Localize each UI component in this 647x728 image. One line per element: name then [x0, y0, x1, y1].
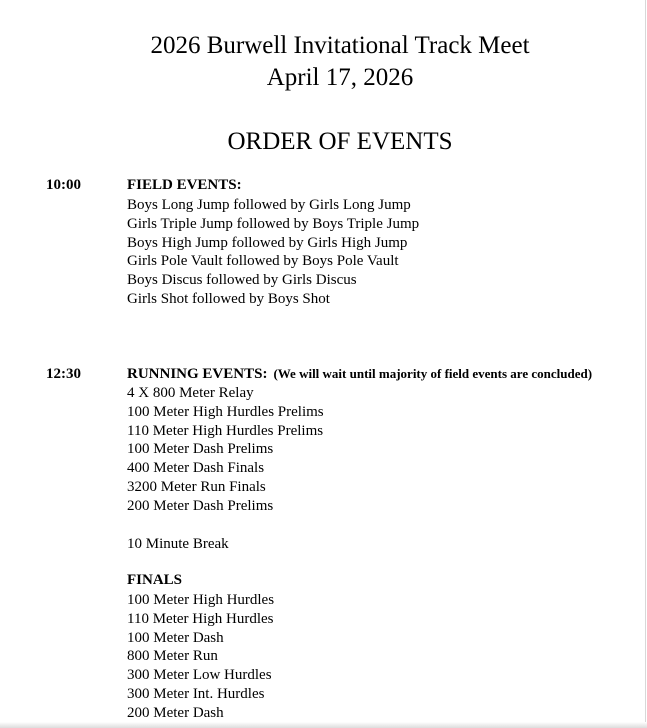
- list-item: 300 Meter Low Hurdles: [127, 667, 272, 684]
- running-events-heading: [127, 366, 592, 383]
- list-item: 4 X 800 Meter Relay: [127, 385, 254, 401]
- break-text: 10 Minute Break: [127, 536, 229, 552]
- field-events-time: 10:00: [46, 177, 81, 193]
- list-item: 300 Meter Int. Hurdles: [127, 685, 265, 702]
- list-item: Boys High Jump followed by Girls High Jump: [127, 234, 408, 251]
- list-item: 800 Meter Run: [127, 648, 218, 665]
- list-item: 100 Meter High Hurdles Prelims: [127, 403, 324, 420]
- list-item: Girls Triple Jump followed by Boys Triple Jump: [127, 215, 420, 232]
- meet-title: 2026 Burwell Invitational Track Meet: [150, 32, 530, 59]
- finals-heading: FINALS: [127, 572, 183, 588]
- list-item: 100 Meter Dash: [127, 629, 224, 646]
- running-events-list: [127, 384, 324, 516]
- list-item: 200 Meter Dash Prelims: [127, 497, 274, 514]
- finals-list: [127, 591, 274, 723]
- section-title: ORDER OF EVENTS: [227, 128, 453, 155]
- list-item: Girls Shot followed by Boys Shot: [127, 290, 330, 307]
- list-item: 200 Meter Dash: [127, 704, 224, 721]
- list-item: Boys Discus followed by Girls Discus: [127, 272, 357, 289]
- running-events-time: 12:30: [46, 366, 81, 382]
- running-events-note: (We will wait until majority of field events are concluded): [273, 366, 593, 381]
- field-events-list: [127, 196, 419, 309]
- list-item: Girls Pole Vault followed by Boys Pole Vault: [127, 253, 399, 270]
- list-item: 400 Meter Dash Finals: [127, 460, 265, 477]
- running-events-heading-label: RUNNING EVENTS:: [127, 366, 268, 382]
- field-events-heading: FIELD EVENTS:: [127, 177, 242, 193]
- page-bottom-edge: [0, 722, 647, 728]
- list-item: Boys Long Jump followed by Girls Long Jump: [127, 197, 411, 213]
- meet-date: April 17, 2026: [266, 64, 414, 91]
- list-item: 3200 Meter Run Finals: [127, 478, 266, 495]
- list-item: 100 Meter High Hurdles: [127, 592, 275, 608]
- list-item: 100 Meter Dash Prelims: [127, 441, 274, 458]
- list-item: 110 Meter High Hurdles: [127, 610, 274, 627]
- list-item: 110 Meter High Hurdles Prelims: [127, 422, 324, 439]
